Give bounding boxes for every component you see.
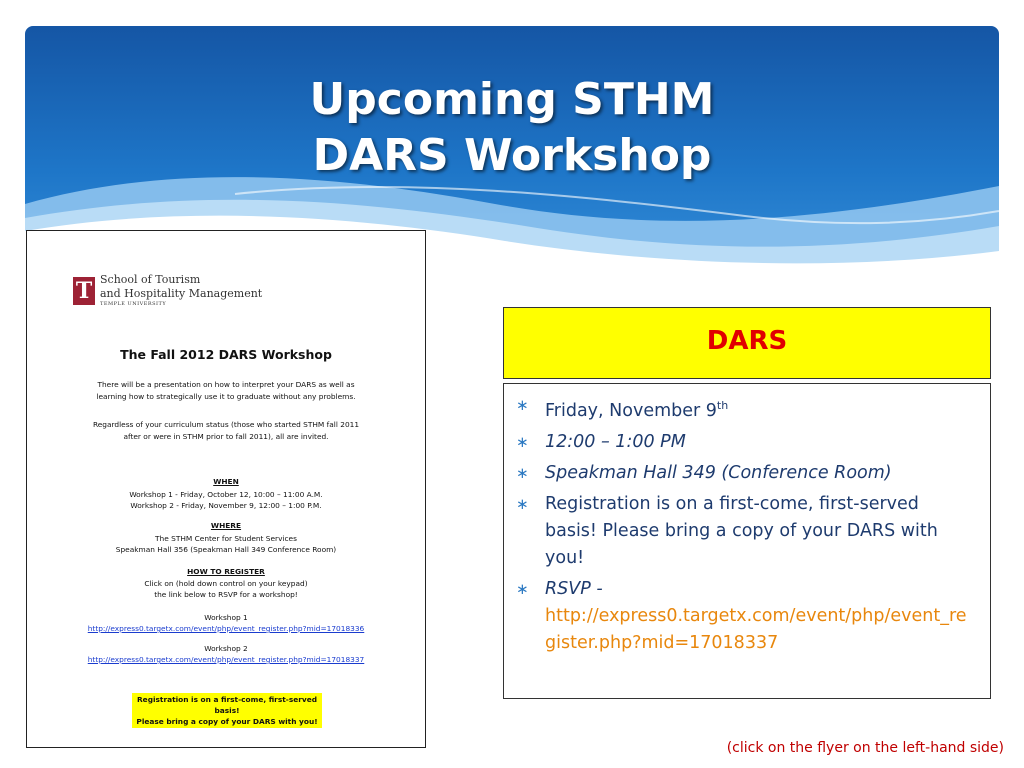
flyer-invite-line2: after or were in STHM prior to fall 2011), all are invited. [123,432,329,441]
flyer-workshop2-label: Workshop 2 [204,644,248,653]
rsvp-label: RSVP - [545,578,603,599]
flyer-when-line2: Workshop 2 - Friday, November 9, 12:00 – 1:00 P.M. [130,501,322,510]
asterisk-bullet-icon: ∗ [516,579,529,598]
flyer-workshop1-label: Workshop 1 [204,613,248,622]
dars-header-box [503,307,991,379]
flyer-note-line2: Please bring a copy of your DARS with you! [136,717,318,726]
flyer-intro-line1: There will be a presentation on how to interpret your DARS as well as [97,380,355,389]
flyer-workshop1-link[interactable]: http://express0.targetx.com/event/php/event_register.php?mid=17018336 [87,624,365,633]
workshop-flyer[interactable] [26,230,426,748]
flyer-title: The Fall 2012 DARS Workshop [120,347,332,362]
dars-header-label: DARS [706,326,788,356]
slide-title-line1: Upcoming STHM [309,74,715,125]
list-item-time [516,429,976,456]
list-item-location [516,460,976,487]
event-date-suffix: th [716,399,729,412]
logo-line-1: School of Tourism [100,273,201,286]
flyer-where-line1: The STHM Center for Student Services [155,534,297,543]
flyer-note-line1: Registration is on a first-come, first-served basis! [136,695,318,715]
slide-title-line2: DARS Workshop [312,130,712,181]
footnote: (click on the flyer on the left-hand side) [726,740,1004,756]
flyer-register-line1: Click on (hold down control on your keypad) [144,579,308,588]
asterisk-bullet-icon: ∗ [516,463,529,482]
flyer-intro-line2: learning how to strategically use it to graduate without any problems. [96,392,356,401]
flyer-logo-text [100,273,262,308]
flyer-invite-line1: Regardless of your curriculum status (those who started STHM fall 2011 [92,420,360,429]
logo-line-3: TEMPLE UNIVERSITY [100,301,167,307]
rsvp-link[interactable]: http://express0.targetx.com/event/php/event_register.php?mid=17018337 [545,605,967,653]
event-time: 12:00 – 1:00 PM [545,431,686,452]
event-details-list [504,384,990,657]
asterisk-bullet-icon: ∗ [516,494,529,513]
logo-line-2: and Hospitality Management [100,287,263,300]
flyer-where-line2: Speakman Hall 356 (Speakman Hall 349 Conference Room) [115,545,337,554]
flyer-where-heading: WHERE [210,521,242,530]
list-item-date [516,392,976,425]
asterisk-bullet-icon: ∗ [516,396,529,414]
flyer-invite [57,419,395,443]
flyer-register-line2: the link below to RSVP for a workshop! [154,590,298,599]
list-item-registration [516,491,976,572]
flyer-workshop2-link[interactable]: http://express0.targetx.com/event/php/event_register.php?mid=17018337 [87,655,365,664]
asterisk-bullet-icon: ∗ [516,432,529,451]
flyer-register-heading: HOW TO REGISTER [187,567,265,576]
event-location: Speakman Hall 349 (Conference Room) [545,462,892,483]
slide-title [25,72,999,184]
temple-logo-icon: T [73,277,95,305]
flyer-intro [57,379,395,403]
registration-note: Registration is on a first-come, first-served basis! Please bring a copy of your DARS with you! [545,493,938,568]
list-item-rsvp [516,576,976,657]
flyer-when-heading: WHEN [213,477,239,486]
flyer-registration-note [132,693,322,728]
event-date: Friday, November 9 [545,400,717,421]
event-details-box [503,383,991,699]
flyer-when-line1: Workshop 1 - Friday, October 12, 10:00 – 11:00 A.M. [129,490,323,499]
